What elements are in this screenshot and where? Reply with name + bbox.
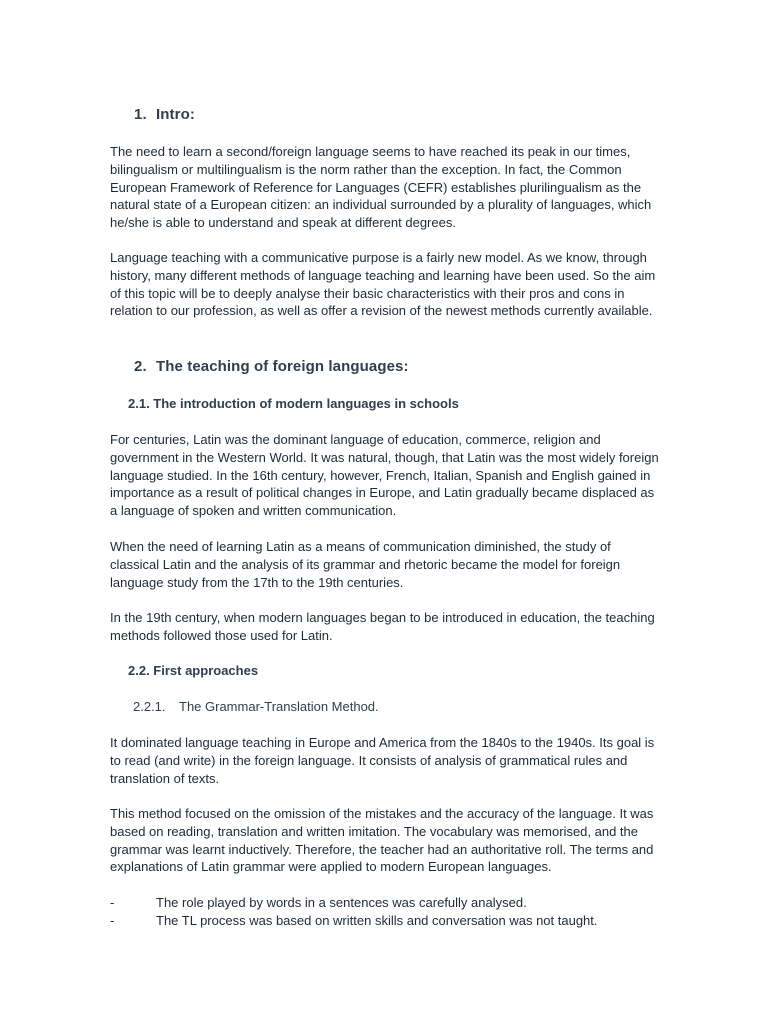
heading-teaching-foreign-languages <box>134 358 409 375</box>
intro-paragraph-2 <box>110 249 662 320</box>
section-2-1-paragraph-3 <box>110 609 662 645</box>
heading-number: 2. <box>134 358 147 375</box>
heading-grammar-translation-method <box>133 699 379 714</box>
list-item-text: The role played by words in a sentences was carefully analysed. <box>156 895 527 910</box>
paragraph-text: For centuries, Latin was the dominant language of education, commerce, religion and government in the Western World. It was natural, though, that Latin was the most widely foreign language studied. In the 16th century, however, French, Italian, Spanish and English gained in importance as a result of political changes in Europe, and Latin gradually became displaced as a language of spoken and written communication. <box>110 432 659 519</box>
heading-number: 2.2.1. <box>133 699 166 714</box>
section-2-2-1-paragraph-2 <box>110 805 662 876</box>
heading-first-approaches: 2.2. First approaches <box>128 663 259 678</box>
list-item <box>110 894 662 912</box>
heading-number: 1. <box>134 106 147 123</box>
paragraph-text: It dominated language teaching in Europe and America from the 1840s to the 1940s. Its goal is to read (and write) in the foreign language. It consists of analysis of grammatical rules and translation of texts. <box>110 735 655 786</box>
paragraph-text: Language teaching with a communicative purpose is a fairly new model. As we know, through history, many different methods of language teaching and learning have been used. So the aim of this topic will be to deeply analyse their basic characteristics with their pros and cons in relation to our profession, as well as offer a revision of the newest methods currently available. <box>110 250 656 319</box>
bullet-dash: - <box>110 913 115 928</box>
list-item-text: The TL process was based on written skills and conversation was not taught. <box>156 913 598 928</box>
paragraph-text: When the need of learning Latin as a means of communication diminished, the study of classical Latin and the analysis of its grammar and rhetoric became the model for foreign language study from the 17th to the 19th centuries. <box>110 539 621 590</box>
heading-text: The Grammar-Translation Method. <box>179 699 379 714</box>
section-2-1-paragraph-2 <box>110 538 662 591</box>
heading-text: The teaching of foreign languages: <box>156 358 409 375</box>
paragraph-text: The need to learn a second/foreign language seems to have reached its peak in our times, bilingualism or multilingualism is the norm rather than the exception. In fact, the Common European Framework of Reference for Languages (CEFR) establishes plurilingualism as the natural state of a European citizen: an individual surrounded by a plurality of languages, which he/she is able to understand and speak at different degrees. <box>110 144 652 231</box>
bullet-dash: - <box>110 895 115 910</box>
section-2-2-1-paragraph-1 <box>110 734 662 787</box>
list-item <box>110 912 662 930</box>
section-2-1-paragraph-1 <box>110 431 662 520</box>
heading-text: Intro: <box>156 106 195 123</box>
paragraph-text: In the 19th century, when modern languages began to be introduced in education, the teaching methods followed those used for Latin. <box>110 610 655 643</box>
intro-paragraph-1 <box>110 143 662 232</box>
paragraph-text: This method focused on the omission of the mistakes and the accuracy of the language. It was based on reading, translation and written imitation. The vocabulary was memorised, and the grammar was learnt inductively. Therefore, the teacher had an authoritative roll. The terms and explanations of Latin grammar were applied to modern European languages. <box>110 806 654 875</box>
heading-intro <box>134 106 195 123</box>
heading-modern-languages-in-schools: 2.1. The introduction of modern languages in schools <box>128 396 459 411</box>
